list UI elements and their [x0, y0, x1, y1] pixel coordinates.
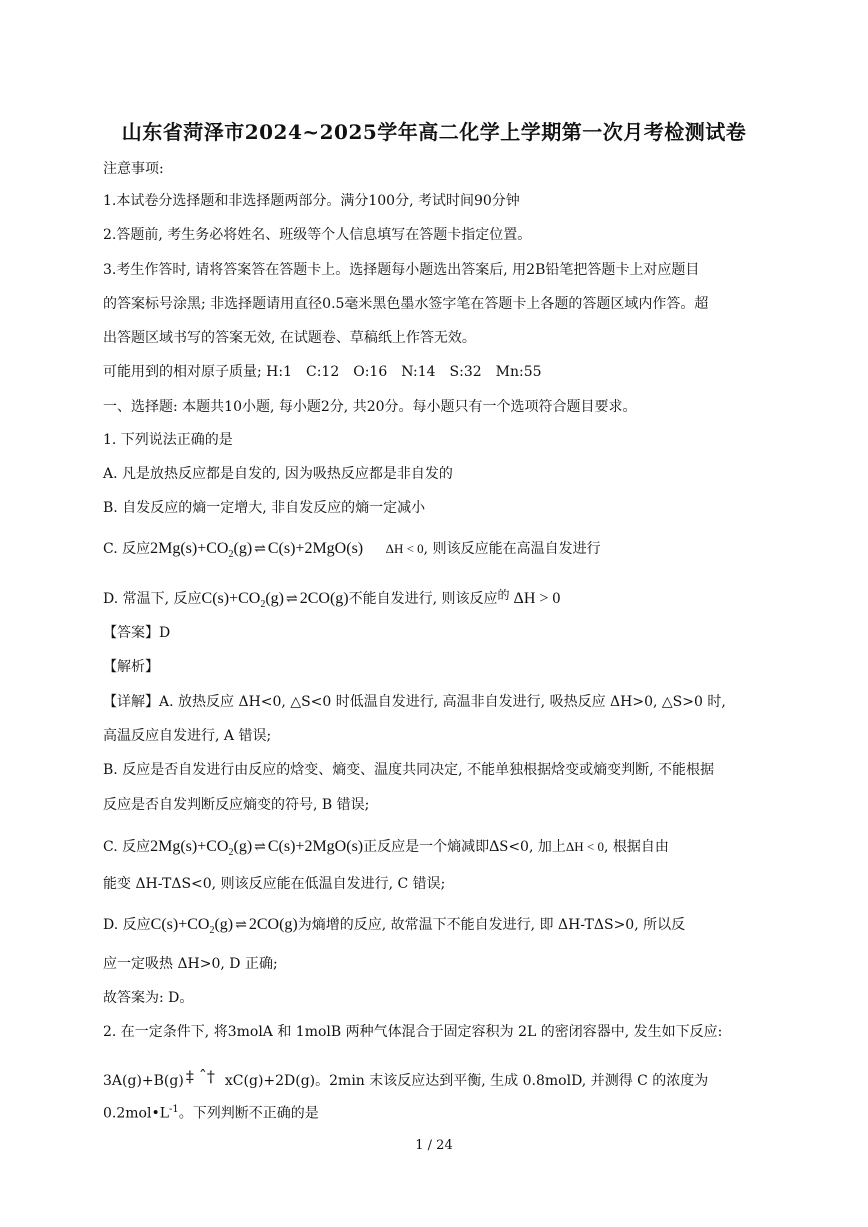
detail5-post: , 根据自由	[603, 839, 669, 855]
equilibrium-arrow-icon: ⇌	[235, 918, 247, 933]
eq-left: 2Mg(s)+CO	[150, 540, 229, 557]
detail-line-7	[103, 916, 685, 940]
analysis-header: 【解析】	[103, 659, 159, 675]
option-c	[103, 540, 601, 564]
detail5-ds: ΔS	[489, 838, 509, 855]
option-d-de: 的	[497, 588, 510, 602]
detail-line-4: 反应是否自发判断反应熵变的符号, B 错误;	[103, 797, 370, 813]
equilibrium-arrow-icon: ⇌	[286, 592, 298, 607]
option-d-dh: ΔH > 0	[513, 590, 561, 607]
q2-reaction-symbol: ‡ ˆ†	[185, 1067, 215, 1086]
eq-left-tail: (g)	[214, 916, 234, 933]
eq-left-tail: (g)	[233, 540, 253, 557]
notice-line-3: 3.考生作答时, 请将答案答在答题卡上。选择题每小题选出答案后, 用2B铅笔把答题卡上对应题目	[103, 262, 700, 278]
option-d-mid: 不能自发进行, 则该反应	[348, 591, 498, 607]
eq-left-tail: (g)	[265, 590, 284, 607]
detail5-lt: <0, 加上	[508, 839, 566, 855]
eq-right: 2CO(g)	[299, 590, 349, 607]
question-2-line-3	[103, 1101, 319, 1123]
option-c-equation: $2Mg(s)+CO_2(g)$ ⇌ C(s)+2MgO(s)	[150, 540, 364, 561]
q2-concentration-exponent: -1	[169, 1104, 179, 1115]
conclusion: 故答案为: D。	[103, 990, 194, 1006]
eq-left: C(s)+CO	[150, 916, 210, 933]
detail7-prefix: D. 反应	[103, 917, 151, 933]
detail-line-2: 高温反应自发进行, A 错误;	[103, 728, 272, 744]
atomic-masses: 可能用到的相对原子质量; H:1 C:12 O:16 N:14 S:32 Mn:55	[103, 364, 542, 380]
eq-right: 2CO(g)	[248, 916, 298, 933]
detail7-post: 为熵增的反应, 故常温下不能自发进行, 即 ΔH-TΔS>0, 所以反	[297, 917, 686, 933]
option-d	[103, 586, 560, 614]
question-2-line-2	[103, 1068, 708, 1090]
detail-line-3: B. 反应是否自发进行由反应的焓变、熵变、温度共同决定, 不能单独根据焓变或熵变判断, 不能根据	[103, 762, 714, 778]
notice-line-5: 出答题区域书写的答案无效, 在试题卷、草稿纸上作答无效。	[103, 330, 476, 346]
page-title: 山东省菏泽市2024~2025学年高二化学上学期第一次月考检测试卷	[121, 120, 747, 144]
detail-line-5	[103, 838, 669, 862]
option-d-prefix: D. 常温下, 反应	[103, 591, 202, 607]
detail-line-8: 应一定吸热 ΔH>0, D 正确;	[103, 956, 278, 972]
question-2-line-1: 2. 在一定条件下, 将3molA 和 1molB 两种气体混合于固定容积为 2L 的密闭容器中, 发生如下反应:	[103, 1024, 723, 1040]
equilibrium-arrow-icon: ⇌	[254, 840, 266, 855]
answer: 【答案】D	[103, 625, 171, 641]
option-a: A. 凡是放热反应都是自发的, 因为吸热反应都是非自发的	[103, 466, 453, 482]
eq-left: C(s)+CO	[201, 590, 261, 607]
detail-line-1: 【详解】A. 放热反应 ΔH<0, △S<0 时低温自发进行, 高温非自发进行, 吸热反应 ΔH>0, △S>0 时,	[103, 694, 726, 710]
option-d-equation: $C(s)+CO_2(g)$ ⇌ 2CO(g)	[201, 590, 349, 611]
notice-line-2: 2.答题前, 考生务必将姓名、班级等个人信息填写在答题卡指定位置。	[103, 227, 532, 243]
q2-line2-rest: xC(g)+2D(g)。2min 末该反应达到平衡, 生成 0.8molD, 并测得 C 的浓度为	[224, 1073, 709, 1089]
section-heading: 一、选择题: 本题共10小题, 每小题2分, 共20分。每小题只有一个选项符合题目要求。	[103, 399, 637, 415]
notice-line-4: 的答案标号涂黑; 非选择题请用直径0.5毫米黑色墨水签字笔在答题卡上各题的答题区域内作答。超	[103, 296, 709, 312]
option-b: B. 自发反应的熵一定增大, 非自发反应的熵一定减小	[103, 500, 426, 516]
detail7-equation: $C(s)+CO_2(g)$ ⇌ 2CO(g)	[150, 916, 298, 937]
eq-right: C(s)+2MgO(s)	[267, 540, 364, 557]
detail5-prefix: C. 反应	[103, 839, 151, 855]
option-c-dh: ΔH < 0	[385, 541, 424, 556]
eq-right: C(s)+2MgO(s)	[267, 838, 364, 855]
detail5-mid: 正反应是一个熵减即	[363, 839, 490, 855]
page-number: 1 / 24	[415, 1138, 453, 1153]
q2-concentration: 0.2mol•L	[103, 1105, 170, 1122]
q2-line3-post: 。下列判断不正确的是	[178, 1105, 319, 1122]
eq-left: 2Mg(s)+CO	[150, 838, 229, 855]
q2-equation: 3A(g)+B(g)	[103, 1073, 184, 1089]
equilibrium-arrow-icon: ⇌	[254, 542, 266, 557]
eq-left-tail: (g)	[233, 838, 253, 855]
detail5-dh: ΔH < 0	[565, 839, 604, 854]
option-c-post: , 则该反应能在高温自发进行	[423, 541, 601, 557]
option-c-prefix: C. 反应	[103, 541, 151, 557]
notice-header: 注意事项:	[103, 161, 164, 177]
question-1-stem: 1. 下列说法正确的是	[103, 432, 233, 448]
detail-line-6: 能变 ΔH-TΔS<0, 则该反应能在低温自发进行, C 错误;	[103, 876, 446, 892]
detail5-equation: $2Mg(s)+CO_2(g)$ ⇌ C(s)+2MgO(s)	[150, 838, 364, 859]
notice-line-1: 1.本试卷分选择题和非选择题两部分。满分100分, 考试时间90分钟	[103, 193, 520, 209]
